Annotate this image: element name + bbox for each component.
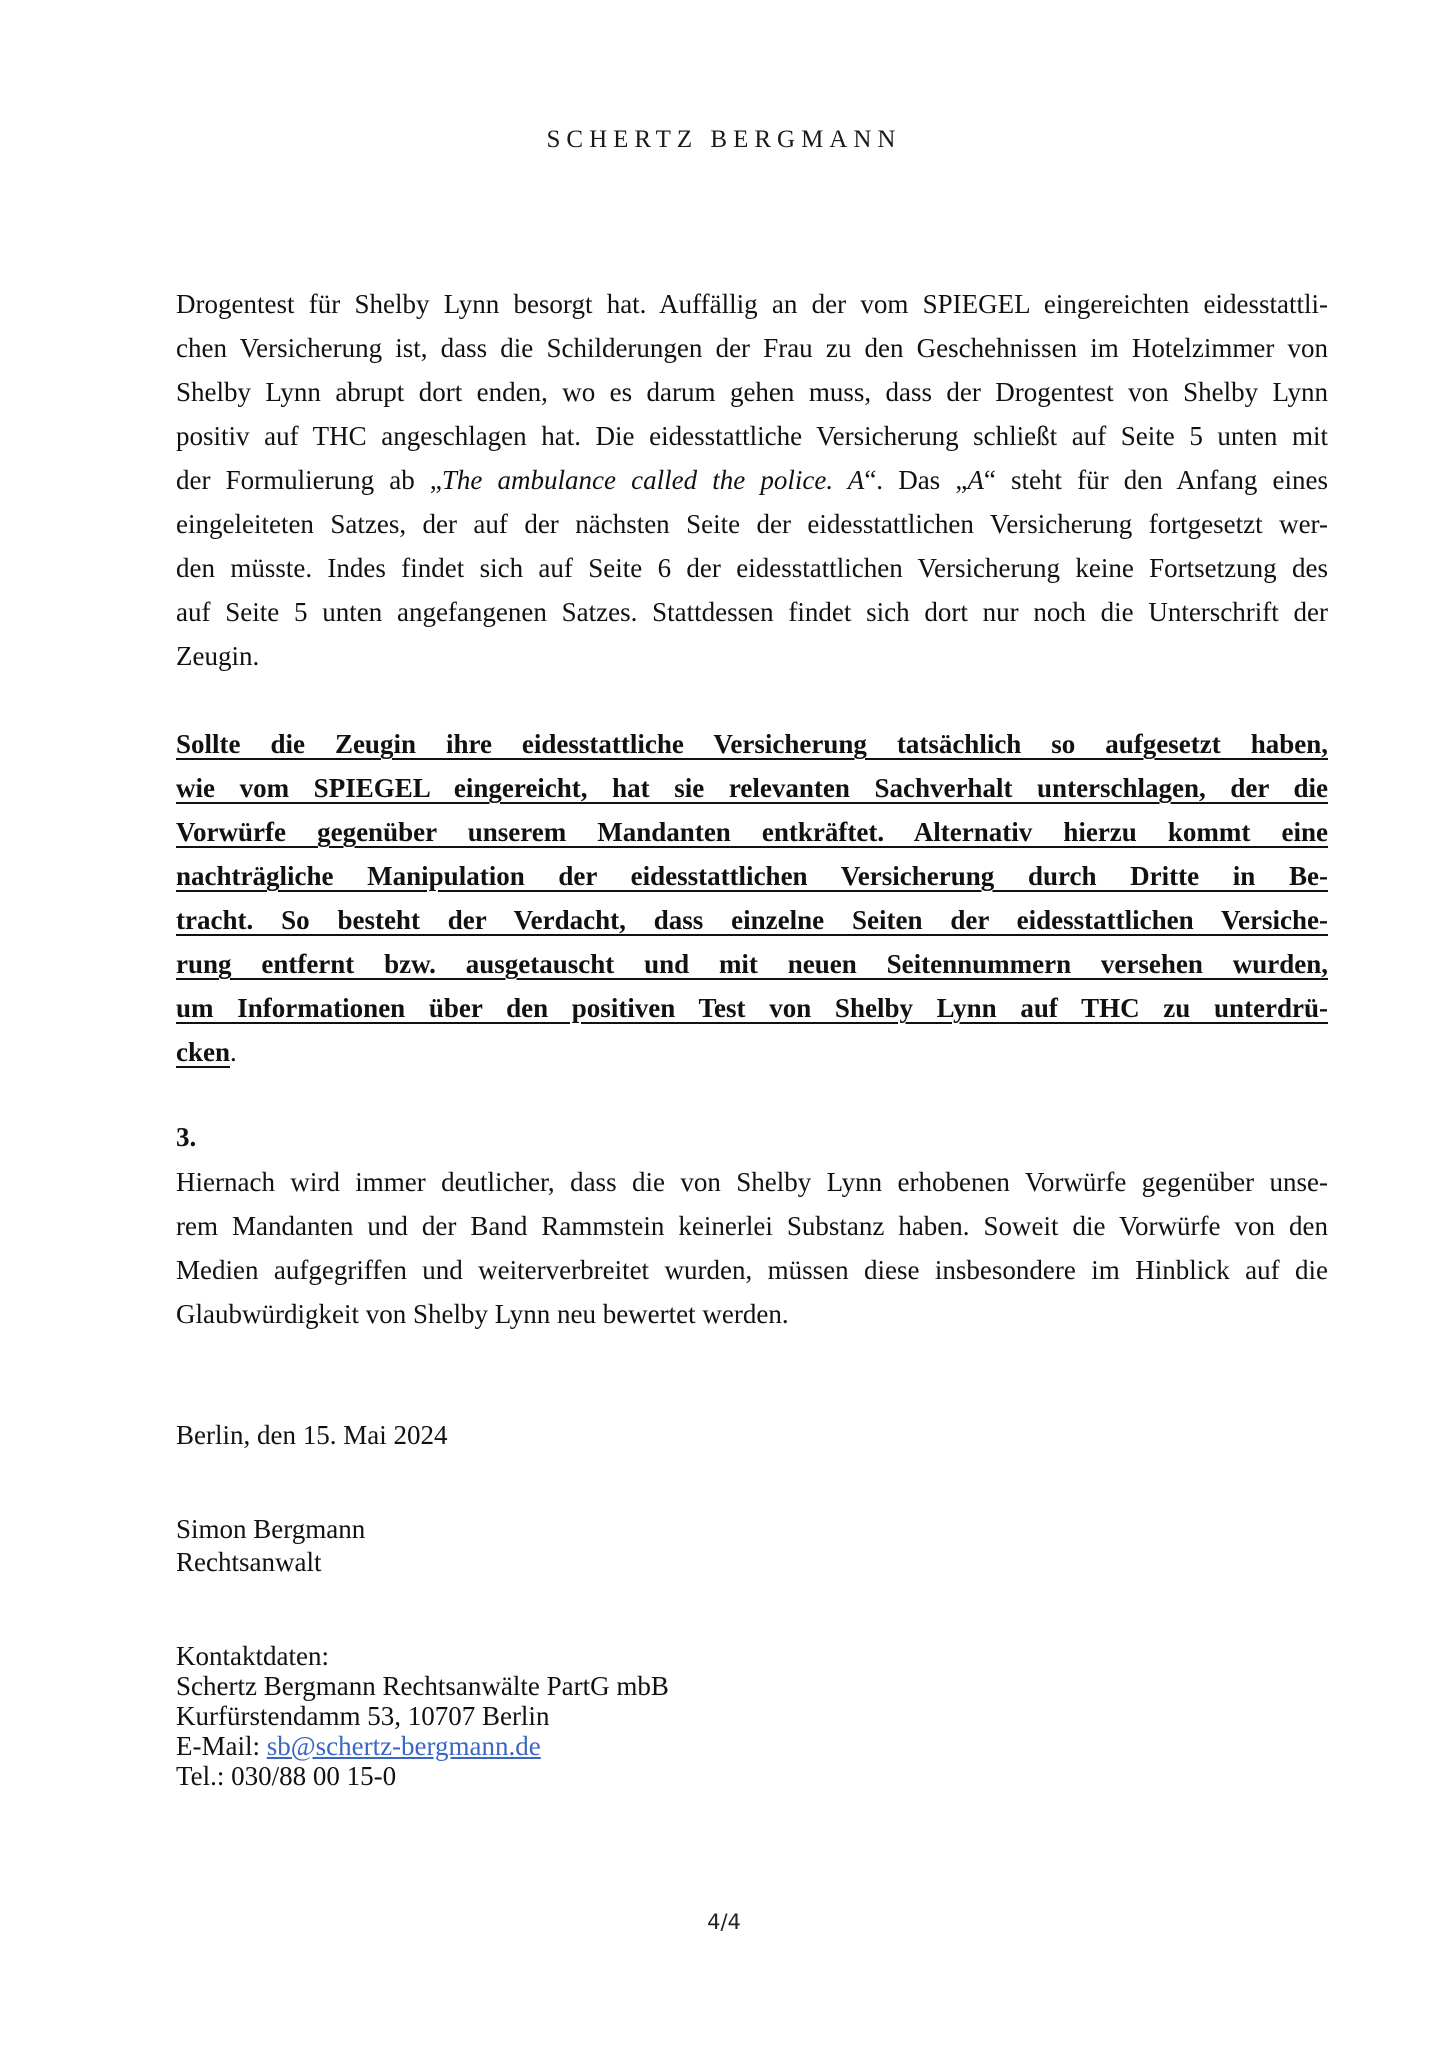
emphasized-line: [176, 854, 1328, 898]
emphasized-line: [176, 942, 1328, 986]
section-number: 3.: [176, 1122, 197, 1152]
text-line: eingeleiteten Satzes, der auf der nächsten Seite der eidesstattlichen Versicherung fortgesetzt wer-: [176, 509, 1328, 539]
underlined-text: Vorwürfe gegenüber unserem Mandanten entkräftet. Alternativ hierzu kommt eine: [176, 817, 1328, 847]
letterhead-firm-name: SCHERTZ BERGMANN: [546, 126, 902, 153]
underlined-text: nachträgliche Manipulation der eidesstattlichen Versicherung durch Dritte in Be-: [176, 861, 1328, 891]
firm-address: Kurfürstendamm 53, 10707 Berlin: [176, 1701, 550, 1731]
emphasized-line: [176, 722, 1328, 766]
paragraph-manipulation-suspicion: [176, 722, 1328, 1074]
text-line: Drogentest für Shelby Lynn besorgt hat. Auffällig an der vom SPIEGEL eingereichten eidesstattli-: [176, 289, 1328, 319]
text-fragment: der Formulierung ab „: [176, 465, 442, 495]
date-line: Berlin, den 15. Mai 2024: [176, 1420, 448, 1450]
period: .: [230, 1037, 237, 1067]
text-line: chen Versicherung ist, dass die Schilderungen der Frau zu den Geschehnissen im Hotelzimmer von: [176, 333, 1328, 363]
contact-heading: Kontaktdaten:: [176, 1641, 329, 1671]
underlined-text: tracht. So besteht der Verdacht, dass einzelne Seiten der eidesstattlichen Versiche-: [176, 905, 1328, 935]
contact-block: [176, 1641, 669, 1791]
paragraph-drug-test-affidavit: [176, 282, 1328, 678]
emphasized-line: [176, 1030, 1328, 1074]
text-line: Medien aufgegriffen und weiterverbreitet wurden, müssen diese insbesondere im Hinblick auf die: [176, 1255, 1328, 1285]
text-fragment: “. Das „: [864, 465, 968, 495]
firm-name: Schertz Bergmann Rechtsanwälte PartG mbB: [176, 1671, 669, 1701]
text-line: auf Seite 5 unten angefangenen Satzes. Stattdessen findet sich dort nur noch die Unterschrift der: [176, 597, 1328, 627]
quote-letter-a: A: [967, 465, 984, 495]
signature-block: [176, 1513, 365, 1579]
text-line: rem Mandanten und der Band Rammstein keinerlei Substanz haben. Soweit die Vorwürfe von den: [176, 1211, 1328, 1241]
text-line: Shelby Lynn abrupt dort enden, wo es darum gehen muss, dass der Drogentest von Shelby Lynn: [176, 377, 1328, 407]
text-line-with-quote: [176, 458, 1328, 502]
text-fragment: “ steht für den Anfang eines: [983, 465, 1328, 495]
email-row: [176, 1731, 669, 1761]
text-line: Zeugin.: [176, 641, 260, 671]
text-line: Glaubwürdigkeit von Shelby Lynn neu bewertet werden.: [176, 1299, 789, 1329]
signatory-title: Rechtsanwalt: [176, 1547, 322, 1577]
underlined-text: um Informationen über den positiven Test von Shelby Lynn auf THC zu unterdrü-: [176, 993, 1328, 1023]
underlined-text: cken: [176, 1037, 230, 1067]
signatory-name: Simon Bergmann: [176, 1514, 366, 1544]
text-line: Hiernach wird immer deutlicher, dass die von Shelby Lynn erhobenen Vorwürfe gegenüber unse-: [176, 1167, 1328, 1197]
email-link[interactable]: sb@schertz-bergmann.de: [266, 1731, 541, 1761]
email-label: E-Mail:: [176, 1731, 267, 1761]
text-line: den müsste. Indes findet sich auf Seite 6 der eidesstattlichen Versicherung keine Fortsetzung des: [176, 553, 1328, 583]
paragraph-conclusion: [176, 1160, 1328, 1336]
text-line: positiv auf THC angeschlagen hat. Die eidesstattliche Versicherung schließt auf Seite 5 unten mit: [176, 421, 1328, 451]
underlined-text: wie vom SPIEGEL eingereicht, hat sie relevanten Sachverhalt unterschlagen, der die: [176, 773, 1328, 803]
affidavit-quote: The ambulance called the police. A: [441, 465, 865, 495]
emphasized-line: [176, 766, 1328, 810]
emphasized-line: [176, 810, 1328, 854]
underlined-text: Sollte die Zeugin ihre eidesstattliche Versicherung tatsächlich so aufgesetzt haben,: [176, 729, 1328, 759]
underlined-text: rung entfernt bzw. ausgetauscht und mit neuen Seitennummern versehen wurden,: [176, 949, 1328, 979]
page-number: 4/4: [707, 1910, 741, 1934]
emphasized-line: [176, 898, 1328, 942]
emphasized-line: [176, 986, 1328, 1030]
phone-number: Tel.: 030/88 00 15-0: [176, 1761, 397, 1791]
